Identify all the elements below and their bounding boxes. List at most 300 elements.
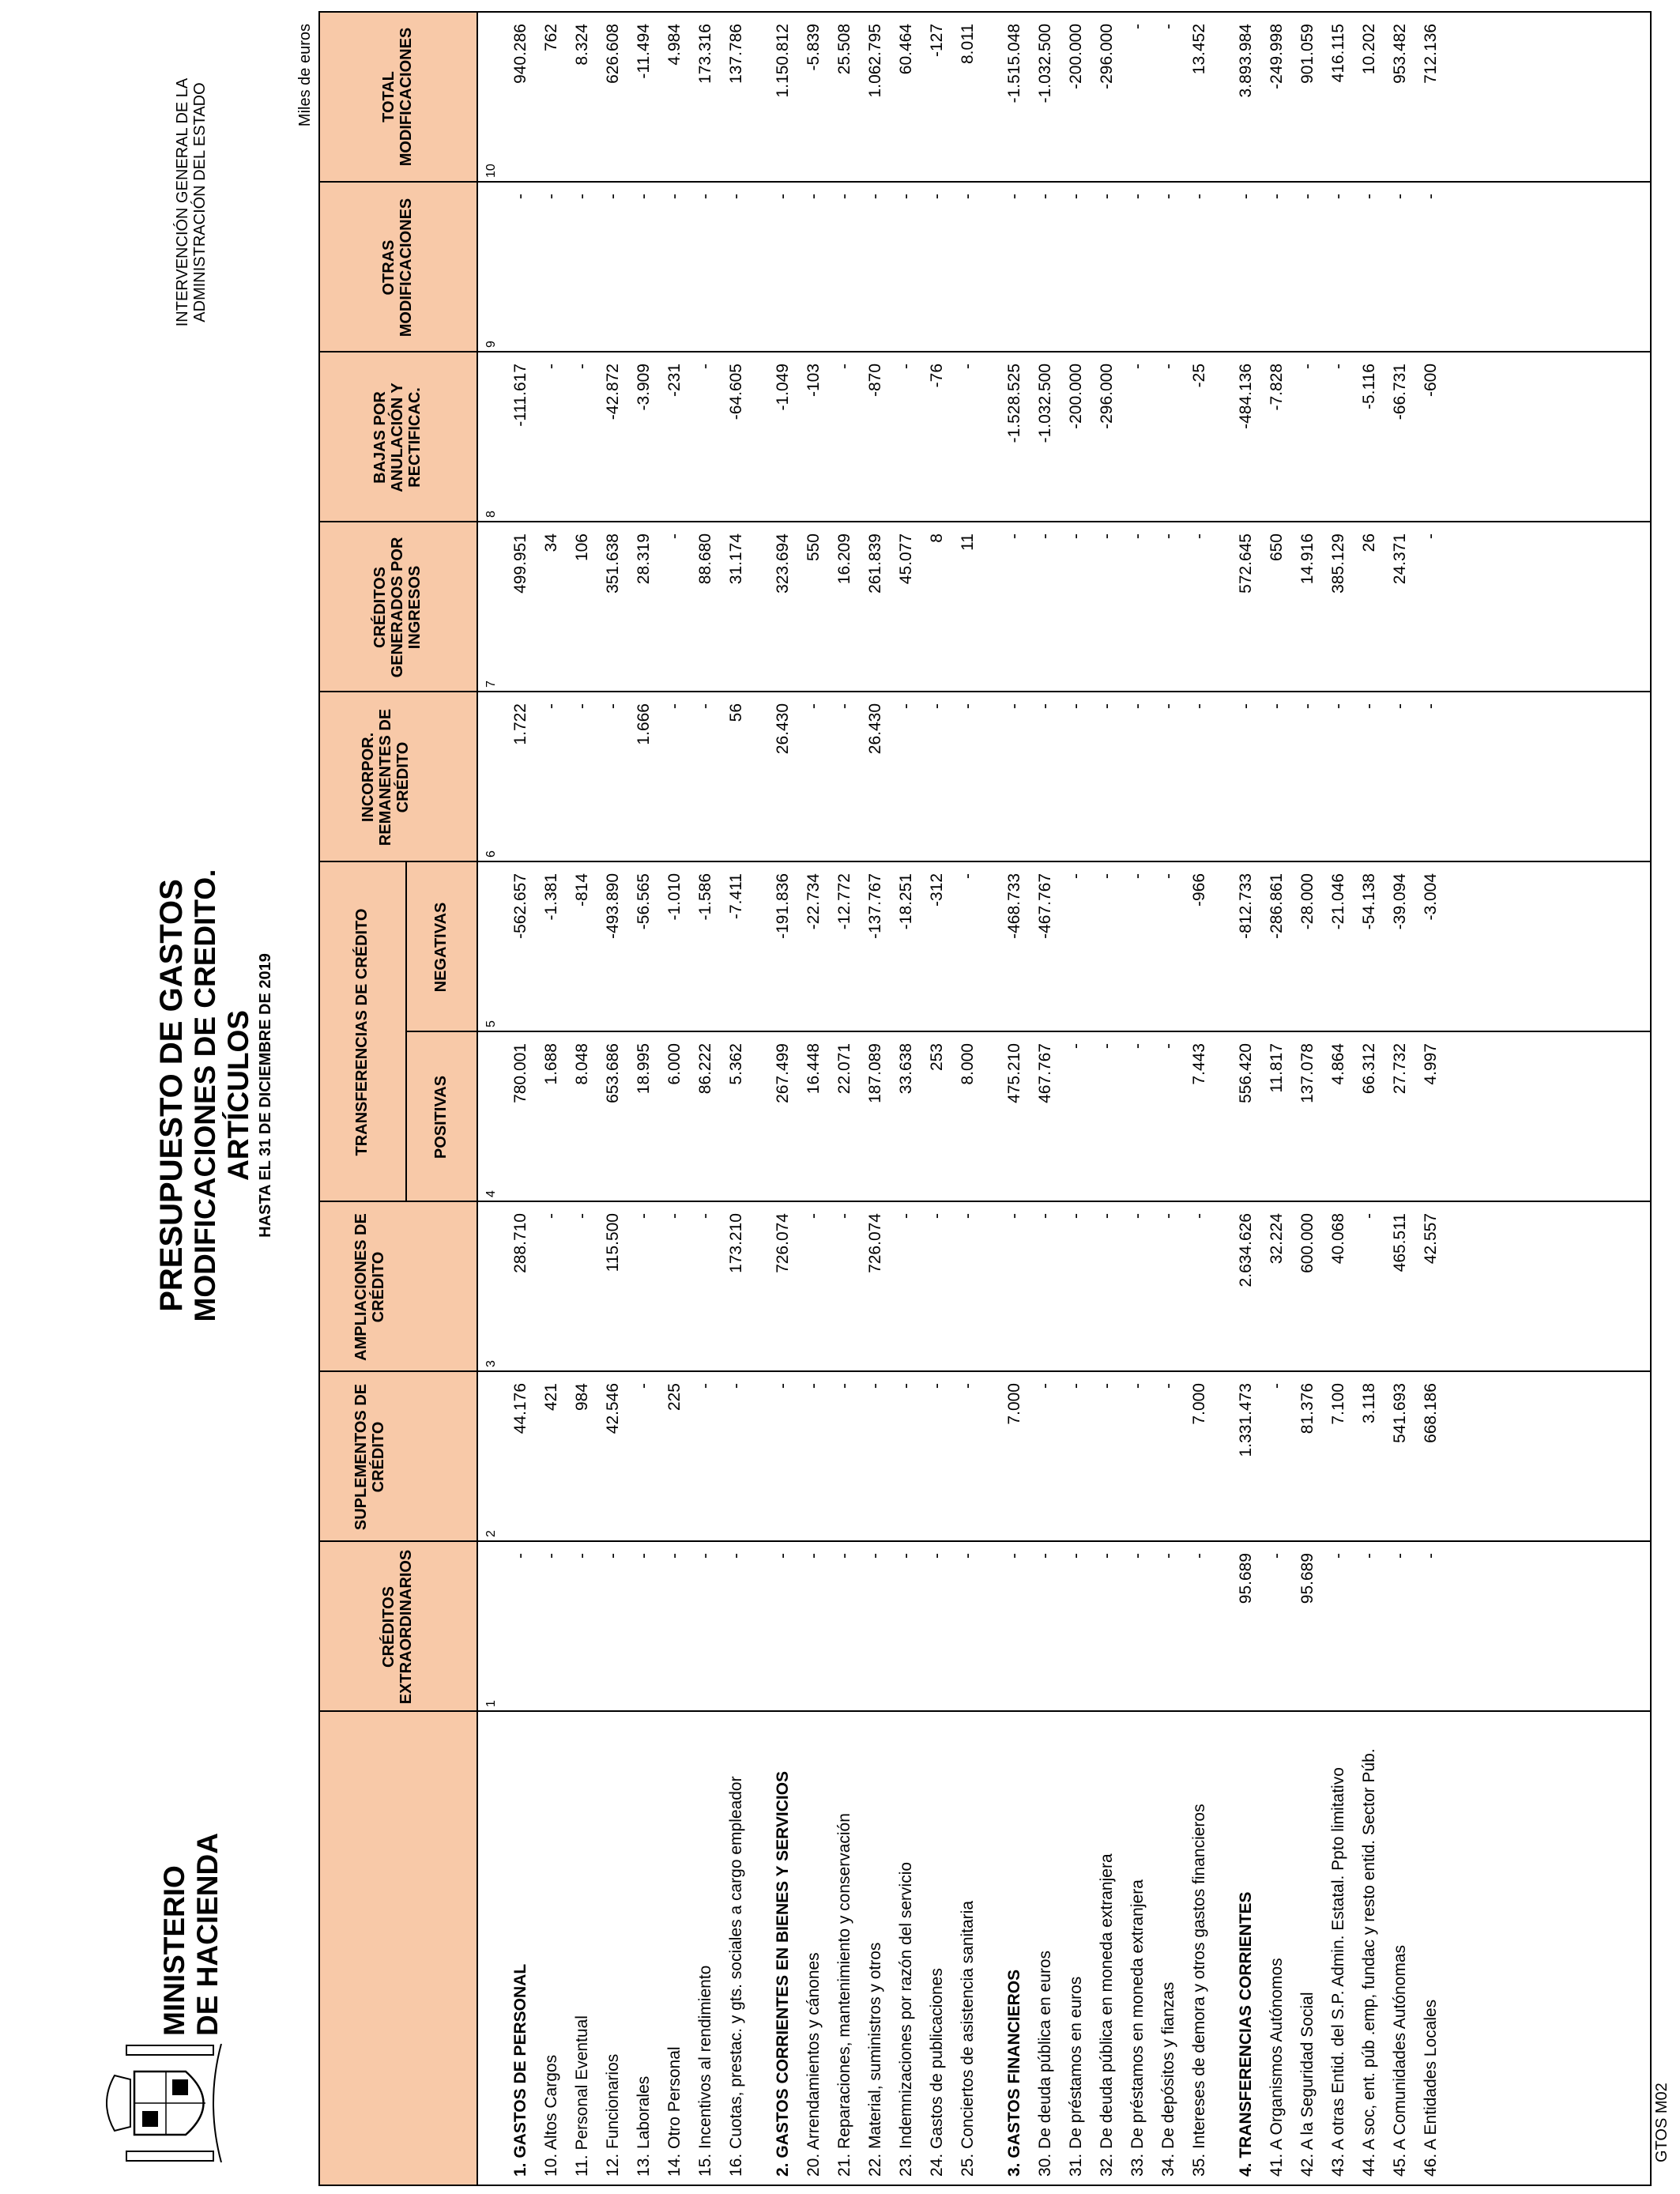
row-value-col-9: - — [1128, 194, 1147, 199]
agency-name — [174, 21, 209, 384]
row-value-col-3: 173.210 — [727, 1213, 745, 1273]
row-value-col-10: 1.150.812 — [774, 24, 792, 98]
row-value-col-10: 3.893.984 — [1237, 24, 1255, 98]
row-value-col-6: - — [542, 703, 560, 709]
row-value-col-1: - — [1128, 1553, 1147, 1559]
row-value-col-1: - — [1159, 1553, 1177, 1559]
agency-line-1: INTERVENCIÓN GENERAL DE LA — [174, 77, 191, 327]
row-value-col-10: -127 — [928, 24, 946, 58]
transfer-subheader-line — [405, 862, 407, 1202]
row-value-col-9: - — [1391, 194, 1409, 199]
row-value-col-9: - — [774, 194, 792, 199]
row-value-col-5: -286.861 — [1268, 873, 1286, 939]
ministry-line-2: DE HACIENDA — [191, 1833, 224, 2036]
col-header-positivas: POSITIVAS — [432, 1075, 450, 1159]
row-value-col-10: 953.482 — [1391, 24, 1409, 84]
row-value-col-7: 45.077 — [897, 533, 915, 585]
row-value-col-7: 650 — [1268, 533, 1286, 562]
table-row — [630, 11, 658, 2186]
row-value-col-3: - — [635, 1213, 653, 1219]
row-value-col-3: - — [1036, 1213, 1054, 1219]
table-row — [800, 11, 828, 2186]
row-value-col-10: 10.202 — [1360, 24, 1378, 75]
row-value-col-2: 44.176 — [511, 1383, 529, 1434]
col-header-ampliaciones: AMPLIACIONES DE CRÉDITO — [352, 1213, 387, 1361]
row-value-col-9: - — [511, 194, 529, 199]
row-value-col-4: 267.499 — [774, 1043, 792, 1103]
ministry-line-1: MINISTERIO — [158, 1865, 190, 2036]
row-value-col-8: -5.116 — [1360, 364, 1378, 409]
row-value-col-1: - — [1036, 1553, 1054, 1559]
row-value-col-7: - — [1098, 533, 1116, 539]
table-top-border — [318, 11, 320, 2186]
row-value-col-6: - — [835, 703, 853, 709]
row-value-col-4: 33.638 — [897, 1043, 915, 1095]
col-number-9: 9 — [484, 341, 498, 348]
row-value-col-5: -1.381 — [542, 873, 560, 921]
row-value-col-7: 26 — [1360, 533, 1378, 552]
row-value-col-10: -200.000 — [1067, 24, 1085, 89]
row-value-col-7: - — [1036, 533, 1054, 539]
table-bottom-border — [1650, 11, 1652, 2186]
row-value-col-7: 8 — [928, 533, 946, 543]
row-value-col-1: - — [928, 1553, 946, 1559]
row-value-col-1: - — [1391, 1553, 1409, 1559]
table-row — [1355, 11, 1384, 2186]
row-value-col-1: - — [635, 1553, 653, 1559]
row-value-col-5: - — [1098, 873, 1116, 879]
row-value-col-3: - — [804, 1213, 823, 1219]
agency-line-2: ADMINISTRACIÓN DEL ESTADO — [191, 82, 209, 322]
row-label: 21. Reparaciones, mantenimiento y conservación — [835, 1813, 853, 2177]
row-value-col-9: - — [1360, 194, 1378, 199]
row-value-col-3: - — [573, 1213, 591, 1219]
row-value-col-8: -600 — [1422, 364, 1440, 398]
row-value-col-4: 137.078 — [1298, 1043, 1317, 1103]
col-number-10: 10 — [484, 164, 498, 178]
row-value-col-6: - — [1391, 703, 1409, 709]
row-value-col-6: 1.666 — [635, 703, 653, 745]
row-value-col-4: - — [1128, 1043, 1147, 1049]
row-value-col-1: - — [1098, 1553, 1116, 1559]
row-value-col-7: 550 — [804, 533, 823, 562]
table-row — [1031, 11, 1060, 2186]
row-value-col-5: -21.046 — [1329, 873, 1347, 930]
row-value-col-8: -1.032.500 — [1036, 364, 1054, 443]
row-value-col-10: 25.508 — [835, 24, 853, 75]
row-value-col-8: -64.605 — [727, 364, 745, 420]
row-value-col-9: - — [835, 194, 853, 199]
row-value-col-1: - — [542, 1553, 560, 1559]
row-value-col-7: 323.694 — [774, 533, 792, 594]
table-row — [1093, 11, 1121, 2186]
row-value-col-4: 4.864 — [1329, 1043, 1347, 1085]
row-value-col-4: 4.997 — [1422, 1043, 1440, 1085]
row-label: 23. Indemnizaciones por razón del servicio — [897, 1861, 915, 2177]
row-value-col-9: - — [1329, 194, 1347, 199]
table-row — [1294, 11, 1322, 2186]
row-value-col-1: - — [804, 1553, 823, 1559]
row-label: 35. Intereses de demora y otros gastos financieros — [1190, 1804, 1208, 2177]
row-value-col-5: - — [1128, 873, 1147, 879]
row-value-col-9: - — [897, 194, 915, 199]
row-value-col-9: - — [1268, 194, 1286, 199]
row-value-col-2: - — [1159, 1383, 1177, 1389]
table-row — [661, 11, 689, 2186]
row-value-col-7: 24.371 — [1391, 533, 1409, 585]
row-value-col-8: -42.872 — [604, 364, 622, 420]
row-value-col-8: -1.049 — [774, 364, 792, 411]
row-value-col-7: 106 — [573, 533, 591, 562]
row-value-col-8: - — [542, 364, 560, 369]
row-value-col-6: - — [1329, 703, 1347, 709]
row-value-col-5: -191.836 — [774, 873, 792, 939]
row-value-col-8: -76 — [928, 364, 946, 388]
row-value-col-1: - — [835, 1553, 853, 1559]
row-value-col-7: - — [1190, 533, 1208, 539]
row-value-col-10: 762 — [542, 24, 560, 52]
row-label: 46. A Entidades Locales — [1422, 1999, 1440, 2177]
row-value-col-4: - — [1159, 1043, 1177, 1049]
row-value-col-10: - — [1159, 24, 1177, 29]
row-value-col-6: - — [1422, 703, 1440, 709]
row-value-col-6: - — [1237, 703, 1255, 709]
table-row — [1185, 11, 1214, 2186]
row-value-col-9: - — [542, 194, 560, 199]
row-value-col-6: - — [604, 703, 622, 709]
row-value-col-5: -39.094 — [1391, 873, 1409, 930]
row-value-col-9: - — [696, 194, 714, 199]
col-header-incorporaciones: INCORPOR. REMANENTES DE CRÉDITO — [360, 708, 412, 846]
row-label: 33. De préstamos en moneda extranjera — [1128, 1879, 1147, 2177]
row-label: 12. Funcionarios — [604, 2053, 622, 2177]
row-label: 25. Conciertos de asistencia sanitaria — [959, 1900, 977, 2177]
row-value-col-1: - — [866, 1553, 884, 1559]
row-value-col-10: 137.786 — [727, 24, 745, 84]
row-value-col-5: -493.890 — [604, 873, 622, 939]
row-value-col-8: -111.617 — [511, 364, 529, 427]
row-value-col-2: - — [1067, 1383, 1085, 1389]
row-value-col-4: 11.817 — [1268, 1043, 1286, 1093]
row-value-col-4: 18.995 — [635, 1043, 653, 1095]
row-value-col-3: 40.068 — [1329, 1213, 1347, 1265]
row-value-col-7: 351.638 — [604, 533, 622, 594]
row-value-col-3: - — [928, 1213, 946, 1219]
row-value-col-3: - — [696, 1213, 714, 1219]
row-value-col-1: - — [1422, 1553, 1440, 1559]
row-label: 14. Otro Personal — [665, 2046, 684, 2177]
row-value-col-4: 1.688 — [542, 1043, 560, 1085]
row-value-col-5: -467.767 — [1036, 873, 1054, 939]
row-value-col-10: -249.998 — [1268, 24, 1286, 89]
row-value-col-7: - — [1067, 533, 1085, 539]
table-group-row — [1232, 11, 1260, 2186]
row-value-col-2: 225 — [665, 1383, 684, 1412]
row-value-col-6: - — [1036, 703, 1054, 709]
row-value-col-2: 1.331.473 — [1237, 1383, 1255, 1457]
table-group-row — [769, 11, 797, 2186]
row-value-col-4: 467.767 — [1036, 1043, 1054, 1103]
row-value-col-8: -7.828 — [1268, 364, 1286, 411]
row-value-col-9: - — [635, 194, 653, 199]
row-value-col-5: -966 — [1190, 873, 1208, 907]
row-value-col-6: 26.430 — [866, 703, 884, 755]
row-value-col-1: 95.689 — [1237, 1553, 1255, 1604]
row-value-col-8: - — [959, 364, 977, 369]
table-row — [1263, 11, 1291, 2186]
row-value-col-9: - — [804, 194, 823, 199]
row-value-col-9: - — [1159, 194, 1177, 199]
col-number-6: 6 — [484, 850, 498, 858]
row-value-col-7: 88.680 — [696, 533, 714, 585]
ministry-name — [158, 1833, 224, 2036]
row-value-col-3: - — [542, 1213, 560, 1219]
row-value-col-9: - — [1237, 194, 1255, 199]
coat-of-arms-icon — [103, 2044, 229, 2162]
row-value-col-5: -56.565 — [635, 873, 653, 930]
row-value-col-9: - — [959, 194, 977, 199]
row-value-col-3: - — [1005, 1213, 1023, 1219]
row-value-col-7: 11 — [959, 533, 977, 551]
row-value-col-2: 984 — [573, 1383, 591, 1412]
row-value-col-3: 465.511 — [1391, 1213, 1409, 1272]
row-value-col-6: - — [804, 703, 823, 709]
row-label: 41. A Organismos Autónomos — [1268, 1958, 1286, 2177]
row-value-col-8: - — [1128, 364, 1147, 369]
row-value-col-3: 115.500 — [604, 1213, 622, 1272]
row-label: 20. Arrendamientos y cánones — [804, 1952, 823, 2177]
row-label: 16. Cuotas, prestac. y gts. sociales a cargo empleador — [727, 1776, 745, 2177]
row-value-col-10: -1.515.048 — [1005, 24, 1023, 104]
table-row — [568, 11, 597, 2186]
table-row — [861, 11, 890, 2186]
row-value-col-2: - — [1036, 1383, 1054, 1389]
col-number-2: 2 — [484, 1530, 498, 1537]
row-value-col-7: 34 — [542, 533, 560, 552]
row-value-col-2: - — [696, 1383, 714, 1389]
row-value-col-6: 26.430 — [774, 703, 792, 755]
row-value-col-6: - — [1159, 703, 1177, 709]
row-value-col-10: -296.000 — [1098, 24, 1116, 89]
row-value-col-5: -1.010 — [665, 873, 684, 921]
row-value-col-2: - — [804, 1383, 823, 1389]
row-value-col-10: 4.984 — [665, 24, 684, 66]
row-value-col-9: - — [1098, 194, 1116, 199]
row-value-col-10: 8.011 — [959, 24, 977, 64]
report-subtitle: MODIFICACIONES DE CREDITO. ARTÍCULOS — [189, 869, 254, 1322]
table-row — [1324, 11, 1353, 2186]
row-value-col-5: -137.767 — [866, 873, 884, 939]
row-value-col-5: - — [1159, 873, 1177, 879]
row-value-col-4: 8.000 — [959, 1043, 977, 1085]
row-value-col-8: -231 — [665, 364, 684, 398]
row-value-col-9: - — [727, 194, 745, 199]
row-value-col-10: -5.839 — [804, 24, 823, 71]
row-value-col-1: - — [959, 1553, 977, 1559]
row-label: 10. Altos Cargos — [542, 2054, 560, 2177]
row-value-col-9: - — [928, 194, 946, 199]
row-value-col-10: 8.324 — [573, 24, 591, 66]
col-number-1: 1 — [484, 1700, 498, 1707]
row-value-col-10: 901.059 — [1298, 24, 1317, 84]
row-value-col-9: - — [866, 194, 884, 199]
row-value-col-7: - — [1005, 533, 1023, 539]
row-value-col-3: 288.710 — [511, 1213, 529, 1273]
row-value-col-2: 541.693 — [1391, 1383, 1409, 1443]
row-value-col-10: 173.316 — [696, 24, 714, 84]
row-value-col-1: - — [897, 1553, 915, 1559]
row-label: 4. TRANSFERENCIAS CORRIENTES — [1237, 1891, 1255, 2177]
row-value-col-9: - — [1422, 194, 1440, 199]
row-value-col-4: 187.089 — [866, 1043, 884, 1103]
row-value-col-1: - — [665, 1553, 684, 1559]
row-label: 2. GASTOS CORRIENTES EN BIENES Y SERVICIOS — [774, 1770, 792, 2177]
row-value-col-7: 385.129 — [1329, 533, 1347, 594]
row-value-col-5: -312 — [928, 873, 946, 907]
row-value-col-9: - — [573, 194, 591, 199]
row-value-col-2: 7.100 — [1329, 1383, 1347, 1425]
table-group-row — [1000, 11, 1029, 2186]
table-group-row — [507, 11, 535, 2186]
row-value-col-1: - — [727, 1553, 745, 1559]
row-value-col-9: - — [1036, 194, 1054, 199]
row-value-col-10: 940.286 — [511, 24, 529, 84]
row-value-col-7: - — [1159, 533, 1177, 539]
row-value-col-1: - — [604, 1553, 622, 1559]
row-value-col-2: 3.118 — [1360, 1383, 1378, 1423]
row-value-col-7: 31.174 — [727, 533, 745, 585]
row-value-col-8: - — [835, 364, 853, 369]
row-value-col-2: - — [635, 1383, 653, 1389]
row-value-col-6: - — [696, 703, 714, 709]
row-value-col-5: -54.138 — [1360, 873, 1378, 930]
row-value-col-6: - — [1128, 703, 1147, 709]
col-header-creditos-extraordinarios: CRÉDITOS EXTRAORDINARIOS — [380, 1549, 415, 1705]
row-value-col-10: 416.115 — [1329, 24, 1347, 83]
footer-code: GTOS M02 — [1653, 2083, 1671, 2162]
row-value-col-6: - — [1298, 703, 1317, 709]
row-value-col-6: - — [1098, 703, 1116, 709]
row-label: 34. De depósitos y fianzas — [1159, 1981, 1177, 2177]
row-value-col-1: - — [1067, 1553, 1085, 1559]
row-value-col-8: -3.909 — [635, 364, 653, 411]
row-value-col-3: 2.634.626 — [1237, 1213, 1255, 1287]
row-value-col-6: - — [1005, 703, 1023, 709]
col-number-3: 3 — [484, 1360, 498, 1367]
row-label: 15. Incentivos al rendimiento — [696, 1965, 714, 2177]
row-value-col-10: -11.494 — [635, 24, 653, 79]
row-value-col-3: - — [1098, 1213, 1116, 1219]
row-label: 45. A Comunidades Autónomas — [1391, 1944, 1409, 2177]
row-value-col-8: - — [1159, 364, 1177, 369]
row-value-col-9: - — [1005, 194, 1023, 199]
row-value-col-5: -3.004 — [1422, 873, 1440, 921]
table-row — [923, 11, 951, 2186]
row-value-col-7: 499.951 — [511, 533, 529, 594]
table-row — [1417, 11, 1445, 2186]
table-row — [1155, 11, 1183, 2186]
header-bottom-line — [477, 11, 478, 2186]
row-value-col-2: - — [959, 1383, 977, 1389]
row-value-col-1: - — [1268, 1553, 1286, 1559]
row-value-col-1: - — [1005, 1553, 1023, 1559]
row-value-col-5: -1.586 — [696, 873, 714, 921]
row-value-col-2: - — [1098, 1383, 1116, 1389]
row-value-col-9: - — [1190, 194, 1208, 199]
row-value-col-2: 7.000 — [1190, 1383, 1208, 1425]
table-row — [599, 11, 627, 2186]
row-label: 43. A otras Entid. del S.P. Admin. Estatal. Ppto limitativo — [1329, 1767, 1347, 2177]
row-label: 44. A soc, ent. púb .emp, fundac y resto entid. Sector Púb. — [1360, 1748, 1378, 2177]
row-value-col-4: - — [1098, 1043, 1116, 1049]
row-value-col-3: - — [665, 1213, 684, 1219]
row-value-col-8: -103 — [804, 364, 823, 398]
row-value-col-4: 780.001 — [511, 1043, 529, 1103]
row-value-col-6: - — [959, 703, 977, 709]
report-date: HASTA EL 31 DE DICIEMBRE DE 2019 — [257, 953, 274, 1238]
row-value-col-5: - — [1067, 873, 1085, 879]
row-value-col-5: -468.733 — [1005, 873, 1023, 939]
row-value-col-8: -66.731 — [1391, 364, 1409, 420]
row-value-col-6: - — [573, 703, 591, 709]
row-value-col-3: 726.074 — [866, 1213, 884, 1273]
units-note: Miles de euros — [296, 24, 314, 127]
row-label: 3. GASTOS FINANCIEROS — [1005, 1969, 1023, 2177]
row-value-col-4: 475.210 — [1005, 1043, 1023, 1103]
row-value-col-2: - — [774, 1383, 792, 1389]
row-value-col-10: 626.608 — [604, 24, 622, 84]
row-value-col-1: - — [696, 1553, 714, 1559]
row-value-col-5: -28.000 — [1298, 873, 1317, 930]
row-value-col-2: - — [866, 1383, 884, 1389]
row-value-col-8: - — [696, 364, 714, 369]
row-value-col-6: - — [928, 703, 946, 709]
table-row — [892, 11, 921, 2186]
row-value-col-10: - — [1128, 24, 1147, 29]
row-value-col-8: - — [897, 364, 915, 369]
row-label: 32. De deuda pública en moneda extranjera — [1098, 1853, 1116, 2177]
col-number-4: 4 — [484, 1190, 498, 1197]
table-row — [691, 11, 720, 2186]
row-value-col-7: 261.839 — [866, 533, 884, 594]
row-value-col-2: - — [1268, 1383, 1286, 1389]
row-value-col-3: - — [1190, 1213, 1208, 1219]
row-value-col-9: - — [604, 194, 622, 199]
row-value-col-2: 81.376 — [1298, 1383, 1317, 1434]
row-value-col-8: - — [1329, 364, 1347, 369]
table-row — [1124, 11, 1152, 2186]
row-value-col-1: 95.689 — [1298, 1553, 1317, 1604]
row-value-col-4: 66.312 — [1360, 1043, 1378, 1095]
row-value-col-3: - — [835, 1213, 853, 1219]
row-label: 1. GASTOS DE PERSONAL — [511, 1963, 529, 2177]
row-value-col-10: 13.452 — [1190, 24, 1208, 75]
row-value-col-3: 42.557 — [1422, 1213, 1440, 1265]
row-value-col-8: -25 — [1190, 364, 1208, 388]
row-value-col-2: - — [928, 1383, 946, 1389]
row-value-col-8: - — [1298, 364, 1317, 369]
row-value-col-3: 600.000 — [1298, 1213, 1317, 1273]
col-header-transferencias: TRANSFERENCIAS DE CRÉDITO — [353, 908, 371, 1156]
row-value-col-5: -22.734 — [804, 873, 823, 930]
row-value-col-8: - — [573, 364, 591, 369]
row-value-col-4: 5.362 — [727, 1043, 745, 1085]
row-value-col-2: - — [897, 1383, 915, 1389]
row-value-col-7: 28.319 — [635, 533, 653, 585]
row-value-col-4: 86.222 — [696, 1043, 714, 1095]
row-value-col-6: - — [1067, 703, 1085, 709]
row-value-col-1: - — [573, 1553, 591, 1559]
